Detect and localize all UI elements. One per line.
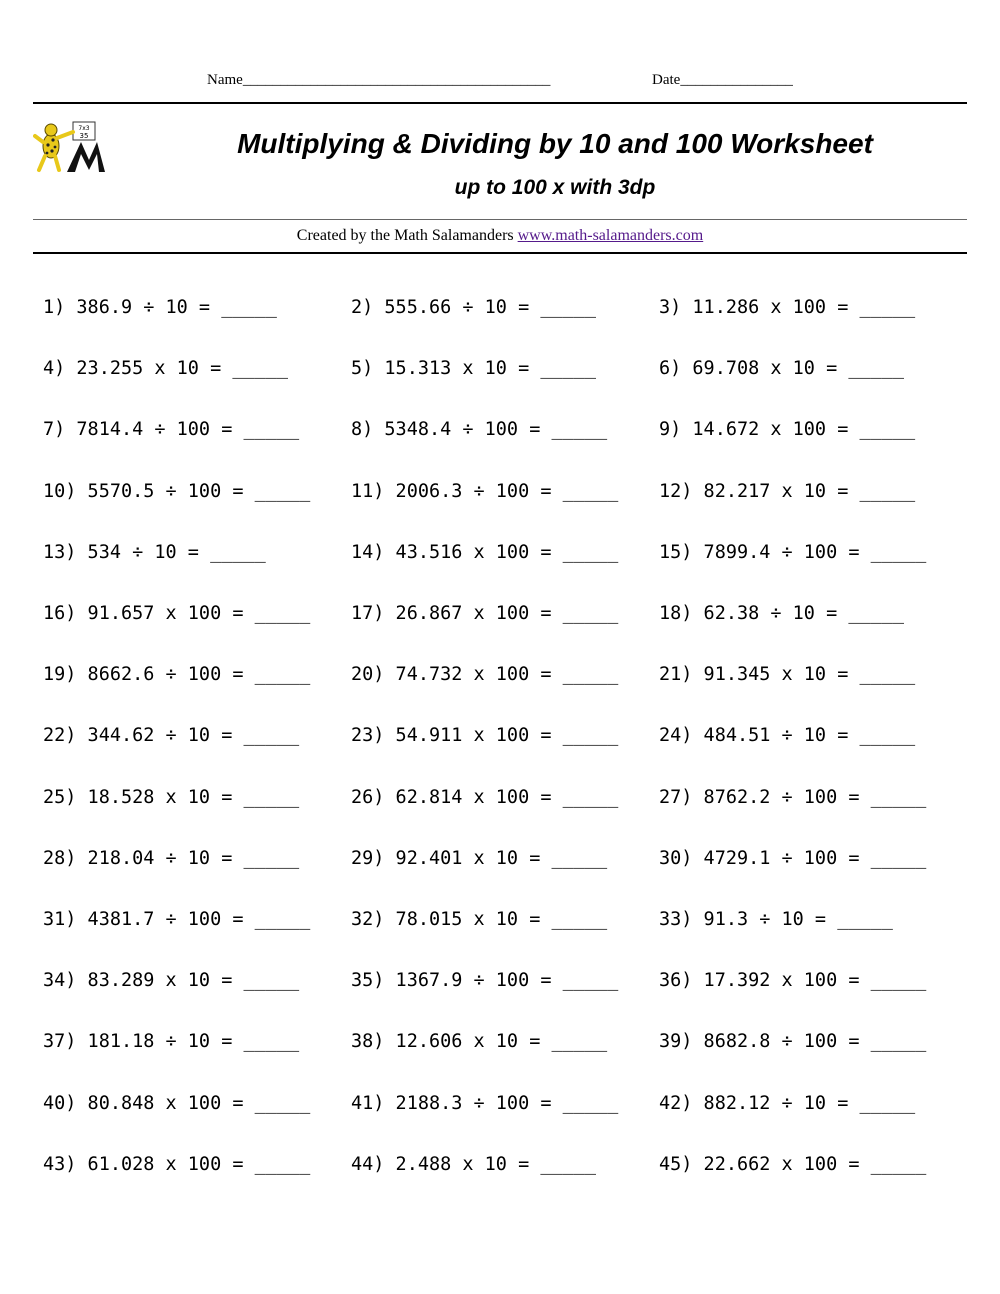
mid-divider bbox=[33, 219, 967, 220]
problem-38[interactable]: 38) 12.606 x 10 = _____ bbox=[351, 1031, 608, 1053]
problem-43[interactable]: 43) 61.028 x 100 = _____ bbox=[43, 1153, 311, 1175]
problem-22[interactable]: 22) 344.62 ÷ 10 = _____ bbox=[43, 725, 300, 747]
problem-26[interactable]: 26) 62.814 x 100 = _____ bbox=[351, 786, 619, 808]
svg-text:35: 35 bbox=[79, 132, 89, 140]
problem-1[interactable]: 1) 386.9 ÷ 10 = _____ bbox=[43, 297, 277, 318]
problem-27[interactable]: 27) 8762.2 ÷ 100 = _____ bbox=[659, 786, 927, 808]
bottom-divider bbox=[33, 252, 967, 254]
problem-2[interactable]: 2) 555.66 ÷ 10 = _____ bbox=[351, 297, 597, 318]
problem-17[interactable]: 17) 26.867 x 100 = _____ bbox=[351, 603, 619, 624]
problem-41[interactable]: 41) 2188.3 ÷ 100 = _____ bbox=[351, 1092, 619, 1114]
problem-7[interactable]: 7) 7814.4 ÷ 100 = _____ bbox=[43, 419, 300, 441]
problem-24[interactable]: 24) 484.51 ÷ 10 = _____ bbox=[659, 725, 916, 747]
website-link[interactable]: www.math-salamanders.com bbox=[517, 227, 704, 244]
problem-37[interactable]: 37) 181.18 ÷ 10 = _____ bbox=[43, 1031, 300, 1053]
problem-32[interactable]: 32) 78.015 x 10 = _____ bbox=[351, 909, 608, 930]
problem-3[interactable]: 3) 11.286 x 100 = _____ bbox=[659, 297, 916, 318]
problem-31[interactable]: 31) 4381.7 ÷ 100 = _____ bbox=[43, 909, 311, 930]
svg-text:7x3: 7x3 bbox=[78, 125, 90, 132]
problem-35[interactable]: 35) 1367.9 ÷ 100 = _____ bbox=[351, 970, 619, 992]
problem-18[interactable]: 18) 62.38 ÷ 10 = _____ bbox=[659, 603, 905, 624]
date-field[interactable]: Date_______________ bbox=[652, 72, 793, 88]
worksheet-subtitle: up to 100 x with 3dp bbox=[454, 176, 656, 199]
problem-30[interactable]: 30) 4729.1 ÷ 100 = _____ bbox=[659, 847, 927, 869]
problem-33[interactable]: 33) 91.3 ÷ 10 = _____ bbox=[659, 909, 893, 930]
problem-21[interactable]: 21) 91.345 x 10 = _____ bbox=[659, 664, 916, 686]
credit-text: Created by the Math Salamanders bbox=[296, 227, 518, 244]
problem-16[interactable]: 16) 91.657 x 100 = _____ bbox=[43, 603, 311, 624]
name-field[interactable]: Name_________________________________________ bbox=[207, 72, 551, 88]
problem-4[interactable]: 4) 23.255 x 10 = _____ bbox=[43, 358, 289, 380]
problem-8[interactable]: 8) 5348.4 ÷ 100 = _____ bbox=[351, 419, 608, 441]
problem-40[interactable]: 40) 80.848 x 100 = _____ bbox=[43, 1092, 311, 1114]
problem-14[interactable]: 14) 43.516 x 100 = _____ bbox=[351, 541, 619, 563]
salamander-logo-icon bbox=[33, 120, 105, 176]
credit-line bbox=[0, 227, 1000, 245]
problem-28[interactable]: 28) 218.04 ÷ 10 = _____ bbox=[43, 847, 300, 869]
problem-13[interactable]: 13) 534 ÷ 10 = _____ bbox=[43, 541, 266, 563]
worksheet-title: Multiplying & Dividing by 10 and 100 Worksheet bbox=[237, 128, 873, 159]
problem-15[interactable]: 15) 7899.4 ÷ 100 = _____ bbox=[659, 541, 927, 563]
problem-29[interactable]: 29) 92.401 x 10 = _____ bbox=[351, 847, 608, 869]
problem-42[interactable]: 42) 882.12 ÷ 10 = _____ bbox=[659, 1092, 916, 1114]
problem-19[interactable]: 19) 8662.6 ÷ 100 = _____ bbox=[43, 664, 311, 686]
problem-11[interactable]: 11) 2006.3 ÷ 100 = _____ bbox=[351, 480, 619, 502]
problem-5[interactable]: 5) 15.313 x 10 = _____ bbox=[351, 358, 597, 380]
problem-23[interactable]: 23) 54.911 x 100 = _____ bbox=[351, 725, 619, 747]
problem-9[interactable]: 9) 14.672 x 100 = _____ bbox=[659, 419, 916, 441]
problem-44[interactable]: 44) 2.488 x 10 = _____ bbox=[351, 1153, 597, 1175]
problem-12[interactable]: 12) 82.217 x 10 = _____ bbox=[659, 480, 916, 502]
problem-36[interactable]: 36) 17.392 x 100 = _____ bbox=[659, 970, 927, 992]
top-divider bbox=[33, 102, 967, 104]
problem-10[interactable]: 10) 5570.5 ÷ 100 = _____ bbox=[43, 480, 311, 502]
problem-45[interactable]: 45) 22.662 x 100 = _____ bbox=[659, 1153, 927, 1175]
problem-39[interactable]: 39) 8682.8 ÷ 100 = _____ bbox=[659, 1031, 927, 1053]
problem-25[interactable]: 25) 18.528 x 10 = _____ bbox=[43, 786, 300, 808]
problem-6[interactable]: 6) 69.708 x 10 = _____ bbox=[659, 358, 905, 380]
problem-20[interactable]: 20) 74.732 x 100 = _____ bbox=[351, 664, 619, 686]
problem-34[interactable]: 34) 83.289 x 10 = _____ bbox=[43, 970, 300, 992]
